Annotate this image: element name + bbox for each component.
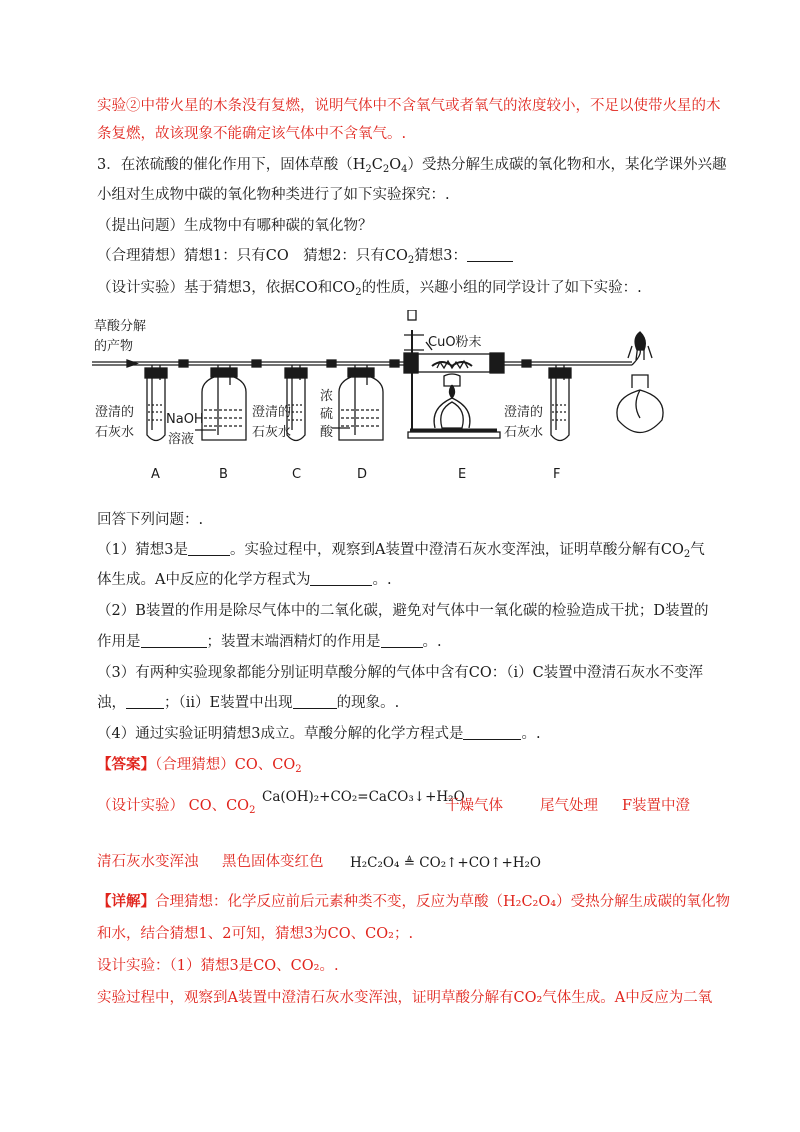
q3-line1: （3）有两种实验现象都能分别证明草酸分解的气体中含有CO：（i）C装置中澄清石灰水不变浑: [97, 665, 704, 681]
inlet-label-line1: 草酸分解: [94, 319, 147, 334]
answer-guess: 【答案】（合理猜想）CO、$CO_2$: [97, 756, 302, 775]
question-ask: （提出问题）生成物中有哪种碳的氧化物？: [97, 218, 373, 234]
q1-line2: 体生成。A中反应的化学方程式为 。.: [97, 572, 392, 588]
a-reagent-line2: 石灰水: [95, 425, 135, 440]
inlet-label-line2: 的产物: [94, 339, 134, 354]
answer-equation-1: Ca(OH)₂+CO₂=CaCO₃↓+H₂O: [262, 789, 465, 805]
q2-line2: 作用是 ；装置末端酒精灯的作用是 。.: [97, 634, 442, 650]
apparatus-diagram: [92, 310, 682, 495]
answers-prompt: 回答下列问题：.: [97, 512, 204, 528]
d-reagent-line2: 硫: [320, 407, 334, 422]
letter-e: E: [458, 467, 467, 482]
c-reagent-line1: 澄清的: [252, 405, 292, 420]
detail-line2: 和水，结合猜想1、2可知，猜想3为CO、CO₂；.: [97, 926, 414, 942]
detail-tag: 【详解】: [97, 893, 155, 910]
answer-equation-2: H₂C₂O₄ ≜ CO₂↑+CO↑+H₂O: [350, 855, 542, 871]
answer-f-phenomenon: F装置中澄: [622, 798, 691, 814]
letter-b: B: [219, 467, 228, 482]
question-intro-line2: 小组对生成物中碳的氧化物种类进行了如下实验探究：.: [97, 187, 450, 203]
answer-black-red: 黑色固体变红色: [222, 854, 324, 870]
q1-line1: （1）猜想3是 。实验过程中，观察到A装置中澄清石灰水变浑浊，证明草酸分解有$CO_2$气: [97, 542, 705, 560]
detail-line3: 设计实验：（1）猜想3是CO、CO₂。.: [97, 958, 339, 974]
answer-tag: 【答案】: [97, 756, 155, 773]
para1-line2: 条复燃，故该现象不能确定该气体中不含氧气。.: [97, 126, 407, 142]
c-reagent-line2: 石灰水: [252, 425, 292, 440]
letter-f: F: [553, 467, 561, 482]
f-reagent-line2: 石灰水: [504, 425, 544, 440]
b-reagent-line2: 溶液: [168, 432, 195, 447]
question-intro-line1: 3．在浓硫酸的催化作用下，固体草酸$(H_2C_2O_4)$受热分解生成碳的氧化物和水，某化学课外兴趣: [97, 157, 727, 175]
letter-a: A: [151, 467, 160, 482]
answer-f-phenomenon-2: 清石灰水变浑浊: [97, 854, 199, 870]
answer-tail: 尾气处理: [540, 798, 598, 814]
q3-line2: 浊， ；（ii）E装置中出现 的现象。.: [97, 695, 400, 711]
q2-line1: （2）B装置的作用是除尽气体中的二氧化碳，避免对气体中一氧化碳的检验造成干扰；D装置的: [97, 603, 709, 619]
question-design: （设计实验）基于猜想3，依据CO和$CO_2$的性质，兴趣小组的同学设计了如下实验：.: [97, 280, 642, 298]
b-reagent-line1: NaOH: [166, 412, 204, 427]
d-reagent-line3: 酸: [320, 425, 334, 440]
letter-d: D: [357, 467, 368, 482]
letter-c: C: [292, 467, 302, 482]
q4-line: （4）通过实验证明猜想3成立。草酸分解的化学方程式是 。.: [97, 726, 541, 742]
a-reagent-line1: 澄清的: [95, 405, 135, 420]
d-reagent-line1: 浓: [320, 389, 334, 404]
answer-design-row: （设计实验） CO、$CO_2$: [97, 798, 256, 816]
cuo-label: CuO粉末: [428, 335, 482, 350]
question-guess: （合理猜想）猜想1：只有CO 猜想2：只有$CO_2$猜想3：: [97, 246, 513, 266]
answer-dry: 干燥气体: [445, 798, 503, 814]
para1-line1: 实验②中带火星的木条没有复燃，说明气体中不含氧气或者氧气的浓度较小，不足以使带火星的木: [97, 98, 721, 114]
detail-line1: 【详解】合理猜想：化学反应前后元素种类不变，反应为草酸（H₂C₂O₄）受热分解生成碳的氧化物: [97, 893, 731, 910]
detail-line4: 实验过程中，观察到A装置中澄清石灰水变浑浊，证明草酸分解有CO₂气体生成。A中反应为二氧: [97, 990, 713, 1006]
f-reagent-line1: 澄清的: [504, 405, 544, 420]
